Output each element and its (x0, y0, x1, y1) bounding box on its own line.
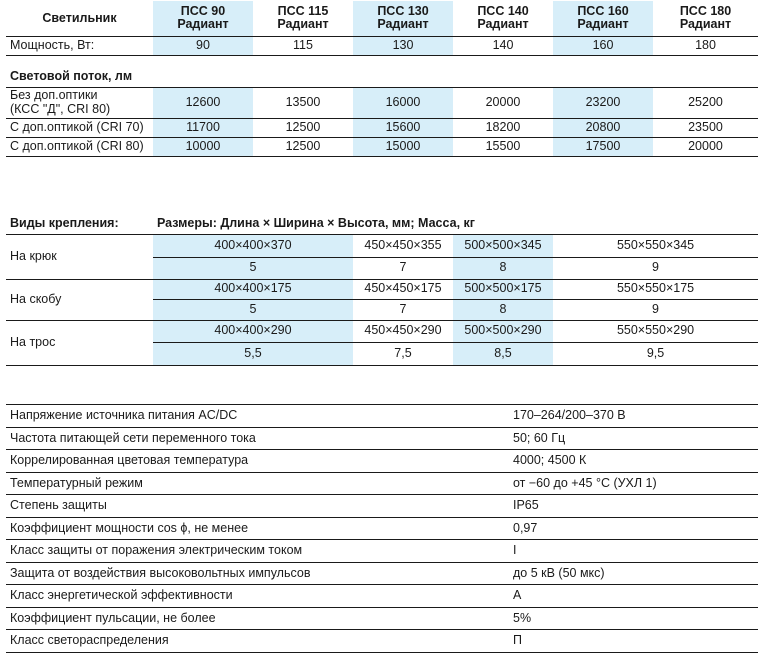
spec-value: 5% (509, 607, 758, 630)
model-header: ПСС 160 Радиант (553, 1, 653, 36)
spec-value: А (509, 585, 758, 608)
mass-value: 7 (353, 299, 453, 320)
dims-value: 500×500×290 (453, 320, 553, 342)
spec-name: Степень защиты (6, 495, 509, 518)
mounting-dims-row (6, 234, 758, 257)
flux-value: 11700 (153, 118, 253, 137)
mounting-label: На крюк (6, 234, 153, 279)
flux-value: 18200 (485, 119, 521, 134)
model-header: ПСС 140 Радиант (477, 4, 529, 32)
spec-value: 0,97 (509, 517, 758, 540)
spec-value: IP65 (509, 495, 758, 518)
spec-row (6, 540, 758, 563)
flux-value: 16000 (353, 87, 453, 118)
flux-row (6, 118, 758, 137)
spec-row (6, 450, 758, 473)
spec-row (6, 427, 758, 450)
spec-name: Напряжение источника питания AC/DC (6, 405, 509, 428)
spec-row (6, 562, 758, 585)
spec-row (6, 472, 758, 495)
flux-row-label: С доп.оптикой (CRI 80) (10, 138, 144, 153)
mass-value: 7 (353, 257, 453, 279)
spec-row (6, 630, 758, 653)
luminous-flux-table (6, 1, 758, 157)
dims-value: 550×550×175 (553, 279, 758, 299)
spec-name: Защита от воздействия высоковольтных импульсов (6, 562, 509, 585)
mounting-dims-row (6, 279, 758, 299)
dims-value: 450×450×175 (353, 279, 453, 299)
spec-value: до 5 кВ (50 мкс) (509, 562, 758, 585)
spec-value: 170–264/200–370 В (509, 405, 758, 428)
power-row (6, 36, 758, 55)
flux-value: 20000 (688, 138, 723, 153)
spec-name: Класс энергетической эффективности (6, 585, 509, 608)
spec-row (6, 585, 758, 608)
mass-value: 8 (453, 299, 553, 320)
mounting-title-row (6, 213, 758, 234)
power-value: 180 (695, 37, 716, 52)
spec-name: Температурный режим (6, 472, 509, 495)
spec-row (6, 405, 758, 428)
spec-value: 4000; 4500 К (509, 450, 758, 473)
power-value: 90 (153, 36, 253, 55)
power-value: 140 (492, 37, 514, 52)
spec-value: I (509, 540, 758, 563)
spec-name: Частота питающей сети переменного тока (6, 427, 509, 450)
dims-value: 550×550×290 (553, 320, 758, 342)
model-header: ПСС 115 Радиант (277, 4, 329, 32)
spec-row (6, 495, 758, 518)
spec-name: Коэффициент пульсации, не более (6, 607, 509, 630)
dims-value: 550×550×345 (553, 234, 758, 257)
flux-row (6, 137, 758, 156)
spec-row (6, 517, 758, 540)
flux-value: 12500 (285, 138, 321, 153)
flux-title-row (6, 55, 758, 87)
mass-value: 5 (153, 257, 353, 279)
flux-value: 20800 (553, 118, 653, 137)
mass-value: 8,5 (453, 342, 553, 365)
flux-value: 25200 (688, 94, 723, 109)
fixture-header: Светильник (42, 10, 117, 25)
flux-value: 12500 (285, 119, 321, 134)
mounting-dims-row (6, 320, 758, 342)
dimensions-title: Размеры: Длина × Ширина × Высота, мм; Масса, кг (157, 215, 475, 230)
spec-name: Коэффициент мощности cos ϕ, не менее (6, 517, 509, 540)
flux-row-label: С доп.оптикой (CRI 70) (10, 119, 144, 134)
dims-value: 400×400×175 (153, 279, 353, 299)
mounting-title: Виды крепления: (10, 215, 119, 230)
dims-value: 500×500×345 (453, 234, 553, 257)
mass-value: 9,5 (553, 342, 758, 365)
flux-value: 12600 (153, 87, 253, 118)
spec-name: Класс защиты от поражения электрическим током (6, 540, 509, 563)
spec-name: Коррелированная цветовая температура (6, 450, 509, 473)
mass-value: 7,5 (353, 342, 453, 365)
dims-value: 400×400×290 (153, 320, 353, 342)
mounting-table (6, 213, 758, 366)
power-value: 160 (553, 36, 653, 55)
flux-value: 15000 (353, 137, 453, 156)
model-header: ПСС 90 Радиант (153, 1, 253, 36)
flux-row (6, 87, 758, 118)
flux-value: 20000 (485, 94, 521, 109)
flux-value: 10000 (153, 137, 253, 156)
mass-value: 5,5 (153, 342, 353, 365)
spec-value: от −60 до +45 °С (УХЛ 1) (509, 472, 758, 495)
flux-value: 15600 (353, 118, 453, 137)
model-header: ПСС 180 Радиант (679, 4, 732, 32)
flux-value: 17500 (553, 137, 653, 156)
flux-value: 15500 (485, 138, 521, 153)
mass-value: 5 (153, 299, 353, 320)
flux-value: 13500 (285, 94, 321, 109)
spec-name: Класс светораспределения (6, 630, 509, 653)
model-header-row (6, 1, 758, 36)
flux-value: 23500 (688, 119, 723, 134)
flux-value: 23200 (553, 87, 653, 118)
power-value: 115 (293, 37, 313, 52)
dims-value: 450×450×355 (353, 234, 453, 257)
flux-row-label: Без доп.оптики (КСС "Д", CRI 80) (10, 88, 111, 116)
mass-value: 9 (553, 299, 758, 320)
spec-value: П (509, 630, 758, 653)
mounting-label: На трос (6, 320, 153, 365)
dims-value: 450×450×290 (353, 320, 453, 342)
mass-value: 9 (553, 257, 758, 279)
mounting-label: На скобу (6, 279, 153, 320)
mass-value: 8 (453, 257, 553, 279)
model-header: ПСС 130 Радиант (353, 1, 453, 36)
spec-row (6, 607, 758, 630)
power-value: 130 (353, 36, 453, 55)
power-label: Мощность, Вт: (10, 37, 95, 52)
flux-title: Световой поток, лм (10, 69, 133, 84)
specs-table (6, 404, 758, 653)
dims-value: 400×400×370 (153, 234, 353, 257)
spec-value: 50; 60 Гц (509, 427, 758, 450)
dims-value: 500×500×175 (453, 279, 553, 299)
